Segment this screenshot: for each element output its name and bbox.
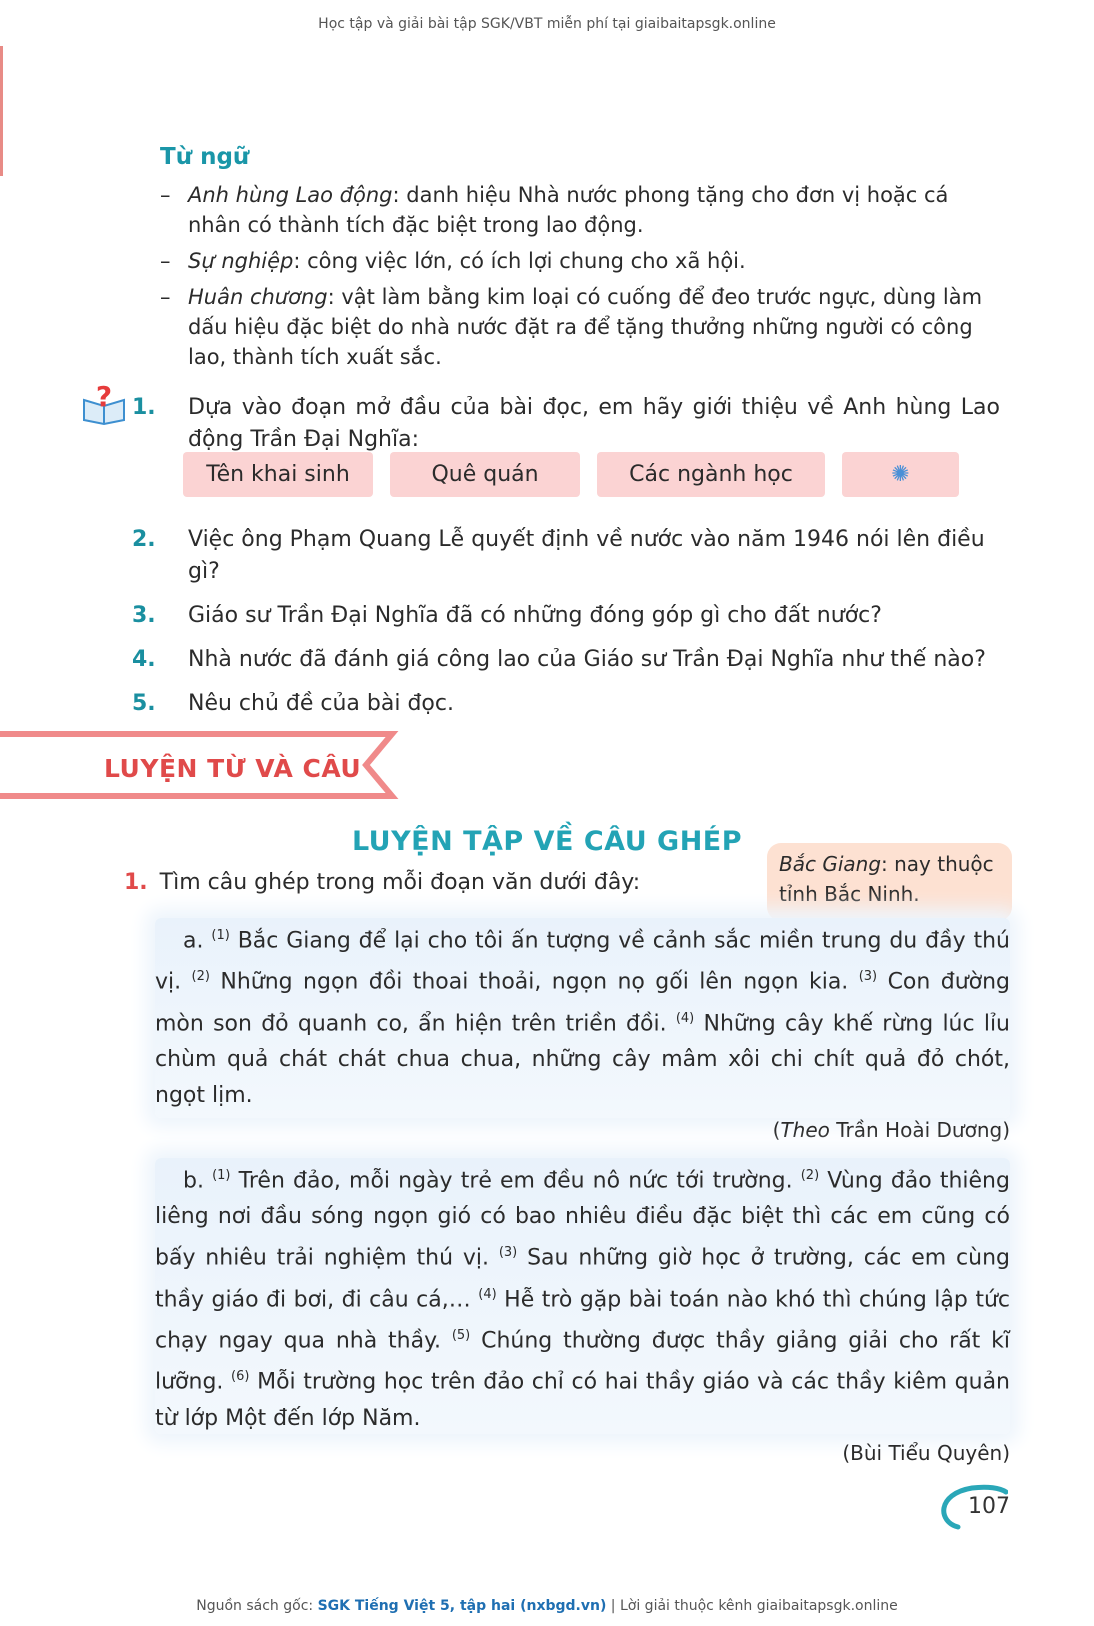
- flower-icon: ✺: [842, 452, 959, 497]
- question-book-icon: [80, 380, 128, 426]
- vocab-item: – Sự nghiệp: công việc lớn, có ích lợi chung cho xã hội.: [160, 249, 746, 273]
- sentence: Vùng đảo thiêng liêng nơi đầu sóng ngọn gió có bao nhiêu điều đặc biệt thì các em cũng có bấy nhiêu trải nghiệm thú vị.: [155, 1168, 1010, 1271]
- vocab-def: : vật làm bằng kim loại có cuống để đeo trước ngực, dùng làm dấu hiệu đặc biệt do nhà nước đặt ra để tặng thưởng những người có công lao, thành tích xuất sắc.: [188, 285, 983, 369]
- vocab-title: Từ ngữ: [160, 144, 250, 170]
- question-text: Nhà nước đã đánh giá công lao của Giáo sư Trần Đại Nghĩa như thế nào?: [188, 647, 986, 672]
- question-text: Nêu chủ đề của bài đọc.: [188, 691, 454, 716]
- passage-b-author: (Bùi Tiểu Quyên): [842, 1440, 1010, 1465]
- exercise-1: [124, 870, 640, 895]
- questions-rest: [132, 510, 1000, 732]
- passage-a-text: a. $^{(1)}$ Bắc Giang để lại cho tôi ấn tượng về cảnh sắc miền trung du đầy thú vị. $^{(2)}$ Những ngọn đồi thoai thoải, ngọn nọ gối lên ngọn kia. $^{(3)}$ Con đường mòn son đỏ quanh co, ẩn hiện trên triền đồi. $^{(4)}$ Những cây khế rừng lúc lỉu chùm quả chát chát chua chua, những cây mâm xôi chi chít quả đỏ chót, ngọt lịm.: [155, 928, 1011, 1108]
- question-number: 3.: [132, 603, 156, 628]
- question-3: [132, 600, 1000, 632]
- question-4: [132, 644, 1000, 676]
- question-2: [132, 524, 1000, 588]
- page-number: 107: [968, 1494, 1010, 1519]
- passage-b: [155, 1158, 1011, 1465]
- question-1: [132, 392, 1000, 456]
- vocab-term: Huân chương: [188, 285, 328, 309]
- note-term: Bắc Giang: [779, 852, 882, 876]
- question-text: Dựa vào đoạn mở đầu của bài đọc, em hãy giới thiệu về Anh hùng Lao động Trần Đại Nghĩa:: [188, 395, 1000, 452]
- note-box: [767, 843, 1012, 921]
- sentence: Con đường mòn son đỏ quanh co, ẩn hiện trên triền đồi.: [155, 969, 1011, 1036]
- footer-suffix: | Lời giải thuộc kênh giaibaitapsgk.online: [606, 1598, 898, 1614]
- exercise-number: 1.: [124, 870, 148, 895]
- lesson-title: LUYỆN TẬP VỀ CÂU GHÉP: [351, 826, 743, 857]
- sentence: Bắc Giang để lại cho tôi ấn tượng về cảnh sắc miền trung du đầy thú vị.: [155, 928, 1010, 995]
- tag-ten-khai-sinh: Tên khai sinh: [183, 452, 373, 497]
- sentence: Hễ trò gặp bài toán nào khó thì chúng lập tức chạy ngay qua nhà thầy.: [155, 1286, 1010, 1354]
- passage-b-text: b. $^{(1)}$ Trên đảo, mỗi ngày trẻ em đều nô nức tới trường. $^{(2)}$ Vùng đảo thiêng liêng nơi đầu sóng ngọn gió có bao nhiêu điều đặc biệt thì các em cũng có bấy nhiêu trải nghiệm thú vị. $^{(3)}$ Sau những giờ học ở trường, các em cùng thầy giáo đi bơi, đi câu cá,… $^{(4)}$ Hễ trò gặp bài toán nào khó thì chúng lập tức chạy ngay qua nhà thầy. $^{(5)}$ Chúng thường được thầy giảng giải cho rất kĩ lưỡng. $^{(6)}$ Mỗi trường học trên đảo chỉ có hai thầy giáo và các thầy kiêm quản từ lớp Một đến lớp Năm.: [155, 1168, 1011, 1431]
- question-number: 4.: [132, 647, 156, 672]
- author-prefix: Theo: [780, 1117, 830, 1142]
- passage-a-author: (Theo Trần Hoài Dương): [772, 1117, 1010, 1142]
- sentence: Trên đảo, mỗi ngày trẻ em đều nô nức tới trường.: [238, 1168, 793, 1194]
- tag-cac-nganh-hoc: Các ngành học: [597, 452, 825, 497]
- page-footer: [0, 1598, 1094, 1614]
- question-text: Việc ông Phạm Quang Lễ quyết định về nước vào năm 1946 nói lên điều gì?: [188, 527, 985, 584]
- passage-label: b.: [183, 1168, 204, 1194]
- section-banner-text: LUYỆN TỪ VÀ CÂU: [104, 754, 362, 783]
- footer-source-link[interactable]: SGK Tiếng Việt 5, tập hai (nxbgd.vn): [317, 1598, 607, 1614]
- footer-prefix: Nguồn sách gốc:: [196, 1598, 318, 1614]
- sentence: Những ngọn đồi thoai thoải, ngọn nọ gối lên ngọn kia.: [220, 969, 849, 995]
- passage-a: [155, 918, 1011, 1142]
- question-text: Giáo sư Trần Đại Nghĩa đã có những đóng góp gì cho đất nước?: [188, 603, 882, 628]
- page-header: Học tập và giải bài tập SGK/VBT miễn phí tại giaibaitapsgk.online: [318, 16, 776, 32]
- vocab-term: Anh hùng Lao động: [188, 183, 393, 207]
- questions-block: [132, 392, 1000, 456]
- vocab-def: : danh hiệu Nhà nước phong tặng cho đơn vị hoặc cá nhân có thành tích đặc biệt trong lao động.: [188, 183, 949, 237]
- vocab-term: Sự nghiệp: [188, 249, 294, 273]
- tag-que-quan: Quê quán: [390, 452, 580, 497]
- sentence: Sau những giờ học ở trường, các em cùng thầy giáo đi bơi, đi câu cá,…: [155, 1245, 1010, 1312]
- sentence: Những cây khế rừng lúc lỉu chùm quả chát chát chua chua, những cây mâm xôi chi chít quả đỏ chót, ngọt lịm.: [155, 1010, 1011, 1108]
- vocab-item: – Huân chương: vật làm bằng kim loại có cuống để đeo trước ngực, dùng làm dấu hiệu đặc biệt do nhà nước đặt ra để tặng thưởng những người có công lao, thành tích xuất sắc.: [160, 285, 983, 369]
- question-number: 1.: [132, 395, 156, 420]
- passage-label: a.: [183, 928, 204, 954]
- question-number: 5.: [132, 691, 156, 716]
- note-def: : nay thuộc tỉnh Bắc Ninh.: [779, 852, 994, 906]
- question-number: 2.: [132, 527, 156, 552]
- sentence: Chúng thường được thầy giảng giải cho rất kĩ lưỡng.: [155, 1328, 1010, 1395]
- vocab-def: : công việc lớn, có ích lợi chung cho xã hội.: [293, 249, 746, 273]
- left-edge-bar: [0, 46, 3, 176]
- question-5: [132, 688, 1000, 720]
- author-name: Trần Hoài Dương: [836, 1117, 1003, 1142]
- info-tags: [183, 452, 1013, 497]
- exercise-text: Tìm câu ghép trong mỗi đoạn văn dưới đây:: [159, 870, 641, 895]
- vocab-list: [160, 180, 1000, 378]
- vocab-item: – Anh hùng Lao động: danh hiệu Nhà nước phong tặng cho đơn vị hoặc cá nhân có thành tích đặc biệt trong lao động.: [160, 183, 949, 237]
- sentence: Mỗi trường học trên đảo chỉ có hai thầy giáo và các thầy kiêm quản từ lớp Một đến lớp Năm.: [155, 1369, 1011, 1431]
- svg-text:?: ?: [95, 380, 113, 413]
